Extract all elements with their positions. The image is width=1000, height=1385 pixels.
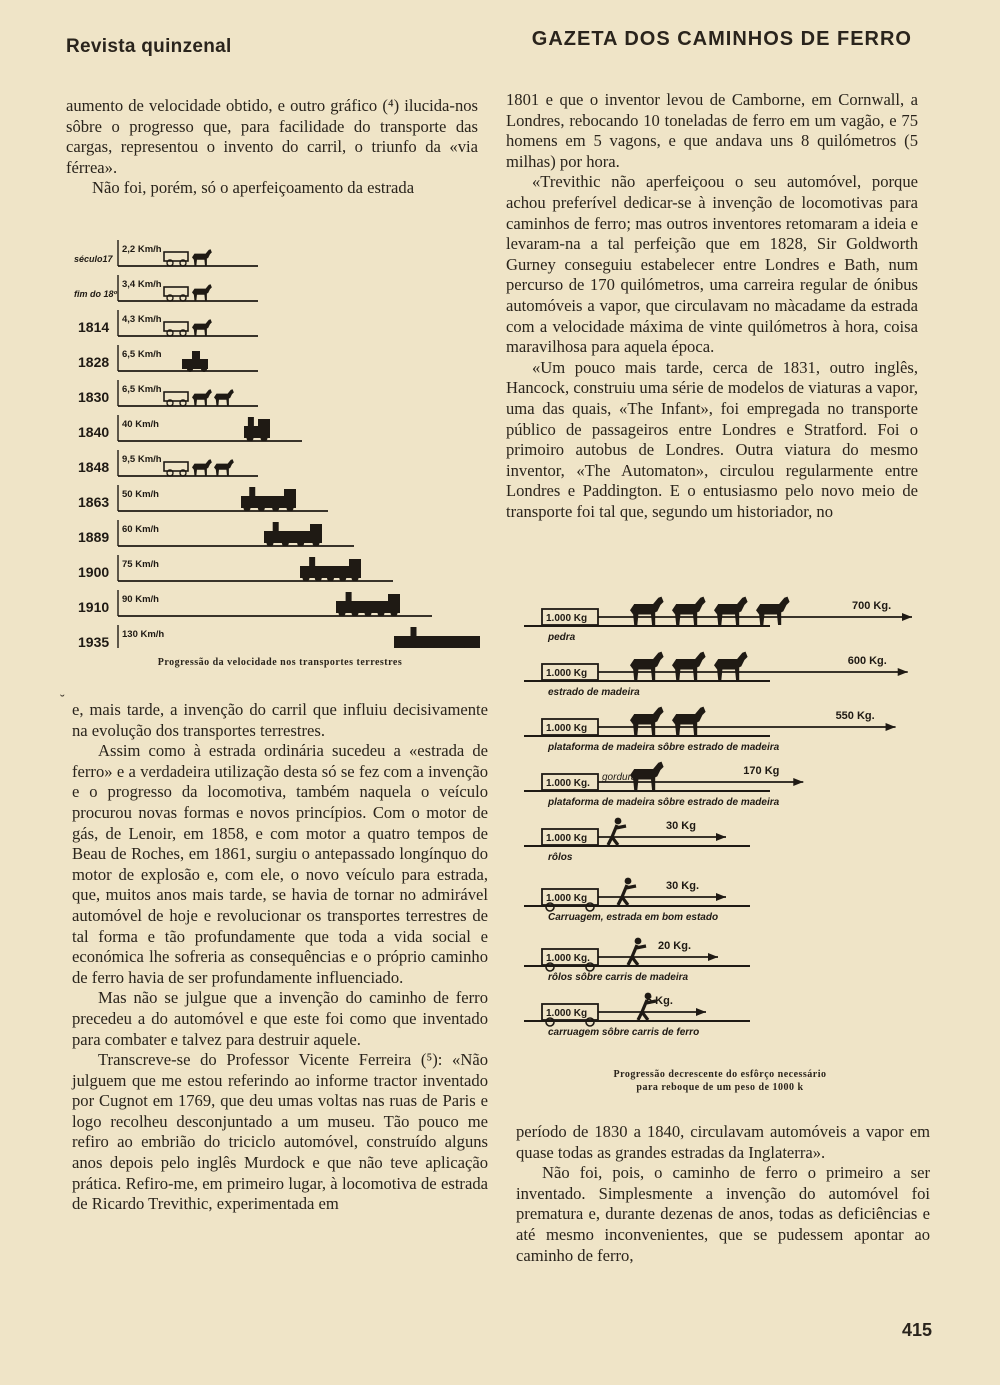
load-label: 1.000 Kg: [546, 668, 588, 679]
speed-row: [78, 415, 302, 442]
early-locomotive-icon: [244, 417, 270, 442]
period-label: 1900: [78, 564, 110, 580]
surface-label: plataforma de madeira sôbre estrado de madeira: [548, 797, 780, 808]
arrow-head-icon: [898, 668, 908, 676]
horse-icon: [630, 707, 664, 735]
effort-label: 30 Kg: [666, 820, 696, 832]
horse-icon: [672, 597, 706, 625]
period-label: 1889: [78, 529, 110, 545]
speed-figure-caption: Progressão da velocidade nos transportes terrestres: [157, 657, 403, 668]
horse-icon: [214, 389, 234, 406]
speed-label: 6,5 Km/h: [122, 384, 162, 395]
page-number: 415: [901, 1320, 932, 1340]
paragraph: 1801 e que o inventor levou de Camborne, em Cornwall, a Londres, rebocando 10 toneladas de ferro em um vagão, e 75 homens em 5 vagons, e que andava uns 8 quilómetros (5 milhas) por hora.: [506, 90, 918, 171]
effort-label: 30 Kg.: [666, 880, 700, 892]
paragraph: Transcreve-se do Professor Vicente Ferreira (⁵): «Não julguem que me estou referindo ao informe tractor inventado por Cugnot em 1769, que deu umas voltas nas ruas de Paris e logo recolheu desconjuntado a um museu. Tão pouco me refiro ao embrião do triciclo automóvel, construído alguns anos depois pelo inglês Murdock e que não teve aplicação prática. Refiro-me, em primeiro lugar, à locomotiva de estrada de Ricardo Trevithic, experimentada em: [72, 1050, 488, 1214]
streamlined-train-icon: [394, 627, 480, 648]
effort-caption-line-2: para reboque de um peso de 1000 k: [636, 1082, 804, 1093]
period-label: 1814: [78, 319, 110, 335]
speed-label: 50 Km/h: [122, 489, 159, 500]
load-label: 1.000 Kg: [546, 833, 588, 844]
locomotive-icon: [336, 592, 400, 617]
horse-icon: [192, 459, 212, 476]
speed-row: [74, 275, 258, 301]
surface-label: Carruagem, estrada em bom estado: [548, 912, 719, 923]
effort-row: [524, 707, 896, 753]
effort-label: 550 Kg.: [835, 710, 875, 722]
horse-icon: [214, 459, 234, 476]
effort-row: [524, 818, 750, 863]
paragraph: período de 1830 a 1840, circulavam automóveis a vapor em quase todas as grandes estradas da Inglaterra».: [516, 1122, 930, 1162]
speed-label: 9,5 Km/h: [122, 454, 162, 465]
surface-label: rôlos sôbre carris de madeira: [548, 972, 689, 983]
effort-row: [524, 762, 803, 808]
horse-icon: [756, 597, 790, 625]
paragraph: Mas não se julgue que a invenção do caminho de ferro precedeu a do automóvel e que este foi como que inventado para combater e talvez para destruir aquele.: [72, 988, 488, 1049]
speed-row: [74, 240, 258, 266]
load-label: 1.000 Kg: [546, 723, 588, 734]
horse-cart-icon: [164, 284, 212, 301]
surface-label: carruagem sôbre carris de ferro: [548, 1027, 700, 1038]
load-label: 1.000 Kg: [546, 1008, 588, 1019]
speed-label: 90 Km/h: [122, 594, 159, 605]
load-label: 1.000 Kg: [546, 893, 588, 904]
horse-icon: [192, 284, 212, 301]
period-label: 1828: [78, 354, 110, 370]
speed-label: 60 Km/h: [122, 524, 159, 535]
arrow-head-icon: [696, 1008, 706, 1016]
period-label: 1840: [78, 424, 110, 440]
arrow-head-icon: [716, 833, 726, 841]
period-label: 1830: [78, 389, 110, 405]
effort-row: [524, 597, 912, 643]
horse-icon: [672, 707, 706, 735]
surface-label: plataforma de madeira sôbre estrado de madeira: [548, 742, 780, 753]
speed-label: 6,5 Km/h: [122, 349, 162, 360]
effort-row: [524, 652, 908, 698]
effort-row: [524, 938, 750, 983]
effort-caption-line-1: Progressão decrescente do esfôrço necessário: [613, 1069, 827, 1080]
horse-icon: [714, 597, 748, 625]
effort-label: 5 Kg.: [646, 995, 673, 1007]
left-column-bottom: [72, 700, 488, 1215]
man-pulling-icon: [628, 938, 646, 965]
horse-cart-icon: [164, 249, 212, 266]
surface-label: estrado de madeira: [548, 687, 640, 698]
speed-row: [78, 485, 328, 512]
period-label: 1863: [78, 494, 110, 510]
effort-label: 20 Kg.: [658, 940, 692, 952]
effort-label: 170 Kg: [743, 765, 780, 777]
effort-label: 700 Kg.: [852, 600, 892, 612]
arrow-head-icon: [708, 953, 718, 961]
horse-icon: [192, 319, 212, 336]
horse-coach-icon: [164, 389, 234, 406]
horse-icon: [630, 597, 664, 625]
stagecoach-icon: [164, 459, 234, 476]
effort-row: [524, 878, 750, 923]
speed-row: [78, 345, 258, 372]
speed-row: [78, 310, 258, 336]
locomotive-icon: [241, 487, 296, 512]
period-label: 1848: [78, 459, 110, 475]
header-right-title: GAZETA DOS CAMINHOS DE FERRO: [531, 28, 912, 50]
man-pulling-icon: [618, 878, 636, 905]
right-column-bottom: [516, 1122, 930, 1266]
man-pulling-icon: [608, 818, 626, 845]
effort-label: 600 Kg.: [847, 655, 887, 667]
speed-label: 2,2 Km/h: [122, 244, 162, 255]
period-label: 1910: [78, 599, 110, 615]
paragraph: aumento de velocidade obtido, e outro gráfico (⁴) ilucida-nos sôbre o progresso que, para facilidade do transporte das cargas, representou o invento do carril, o triunfo da «via férrea».: [66, 96, 478, 177]
surface-label: rôlos: [548, 852, 573, 863]
speed-label: 75 Km/h: [122, 559, 159, 570]
paragraph: Assim como à estrada ordinária sucedeu a «estrada de ferro» e a verdadeira utilização desta só se fez com a invenção e o progresso da locomotiva, também naquela o veículo procurou novas formas e novos princípios. Com o motor de gás, de Lenoir, em 1858, e com motor a quatro tempos de Beau de Roches, em 1861, surgiu o antepassado longínquo do motor de explosão e, com ele, o novo veículo para estrada, que, muitos anos mais tarde, se havia de tornar no admirável automóvel de hoje e revolucionar os transportes terrestres de tal forma e tão profundamente que toda a vida social e económica lhe sofreria as consequências e o próprio caminho de ferro havia de ser profundamente influenciado.: [72, 741, 488, 987]
speed-label: 4,3 Km/h: [122, 314, 162, 325]
paragraph: e, mais tarde, a invenção do carril que influiu decisivamente na evolução dos transportes terrestres.: [72, 700, 488, 740]
steam-carriage-icon: [182, 351, 208, 372]
horse-icon: [192, 389, 212, 406]
arrow-head-icon: [793, 778, 803, 786]
load-label: 1.000 Kg: [546, 613, 588, 624]
paragraph: Não foi, porém, só o aperfeiçoamento da estrada: [92, 178, 415, 198]
speed-row: [78, 450, 258, 476]
speed-progression-figure: [60, 228, 480, 648]
load-label: 1.000 Kg.: [546, 953, 590, 964]
speed-row: [78, 520, 354, 547]
horse-icon: [192, 249, 212, 266]
locomotive-icon: [264, 522, 322, 547]
margin-mark: ˘: [60, 693, 65, 708]
arrow-head-icon: [716, 893, 726, 901]
surface-label: pedra: [548, 632, 576, 643]
paragraph: Não foi, pois, o caminho de ferro o primeiro a ser inventado. Simplesmente a invenção do automóvel foi prematura e, durante dezenas de anos, todas as deficiências e até mesmo inconvenientes, que se pudessem apontar ao caminho de ferro,: [516, 1163, 930, 1265]
paragraph: «Um pouco mais tarde, cerca de 1831, outro inglês, Hancock, construiu uma série de modelos de viaturas a vapor, uma das quais, «The Infant», foi empregada no transporte público de passageiros entre Londres e Stratford. Foi o primoiro autobus de Londres. Outra viatura do mesmo inventor, «The Automaton», circulou regularmente entre Londres e Paddington. E o entusiasmo pelo novo meio de transporte foi tal que, segundo um historiador, no: [506, 357, 918, 521]
note-label: gordura: [602, 772, 637, 783]
speed-row: [78, 625, 480, 648]
speed-label: 130 Km/h: [122, 629, 165, 640]
effort-row: [524, 993, 750, 1038]
left-column-top: [66, 96, 478, 199]
period-label: 1935: [78, 634, 110, 648]
arrow-head-icon: [902, 613, 912, 621]
speed-row: [78, 555, 393, 582]
horse-icon: [714, 652, 748, 680]
speed-row: [78, 380, 258, 406]
speed-row: [78, 590, 432, 617]
speed-label: 40 Km/h: [122, 419, 159, 430]
horse-icon: [672, 652, 706, 680]
load-label: 1.000 Kg.: [546, 778, 590, 789]
speed-label: 3,4 Km/h: [122, 279, 162, 290]
period-label: século17: [74, 254, 113, 264]
horse-icon: [630, 652, 664, 680]
paragraph: «Trevithic não aperfeiçoou o seu automóvel, porque achou preferível dedicar-se à invenção de locomotivas para caminhos de ferro; mas outros inventores retomaram a ideia e levaram-na a tal perfeição que em 1828, Sir Goldworth Gurney conseguiu estabelecer entre Londres e Bath, num percurso de 170 quilómetros, uma carreira regular de ónibus automóveis a vapor, que circulavam no màcadame da estrada com a velocidade máxima de vinte quilómetros à hora, coisa maravilhosa para aquela época.: [506, 172, 918, 357]
locomotive-icon: [300, 557, 361, 582]
horse-wagon-icon: [164, 319, 212, 336]
arrow-head-icon: [886, 723, 896, 731]
effort-progression-figure: [520, 578, 920, 1058]
header-left-title: Revista quinzenal: [66, 36, 232, 57]
effort-figure-caption: [590, 1068, 850, 1094]
period-label: fim do 18º: [74, 289, 117, 299]
right-column-top: [506, 90, 918, 522]
